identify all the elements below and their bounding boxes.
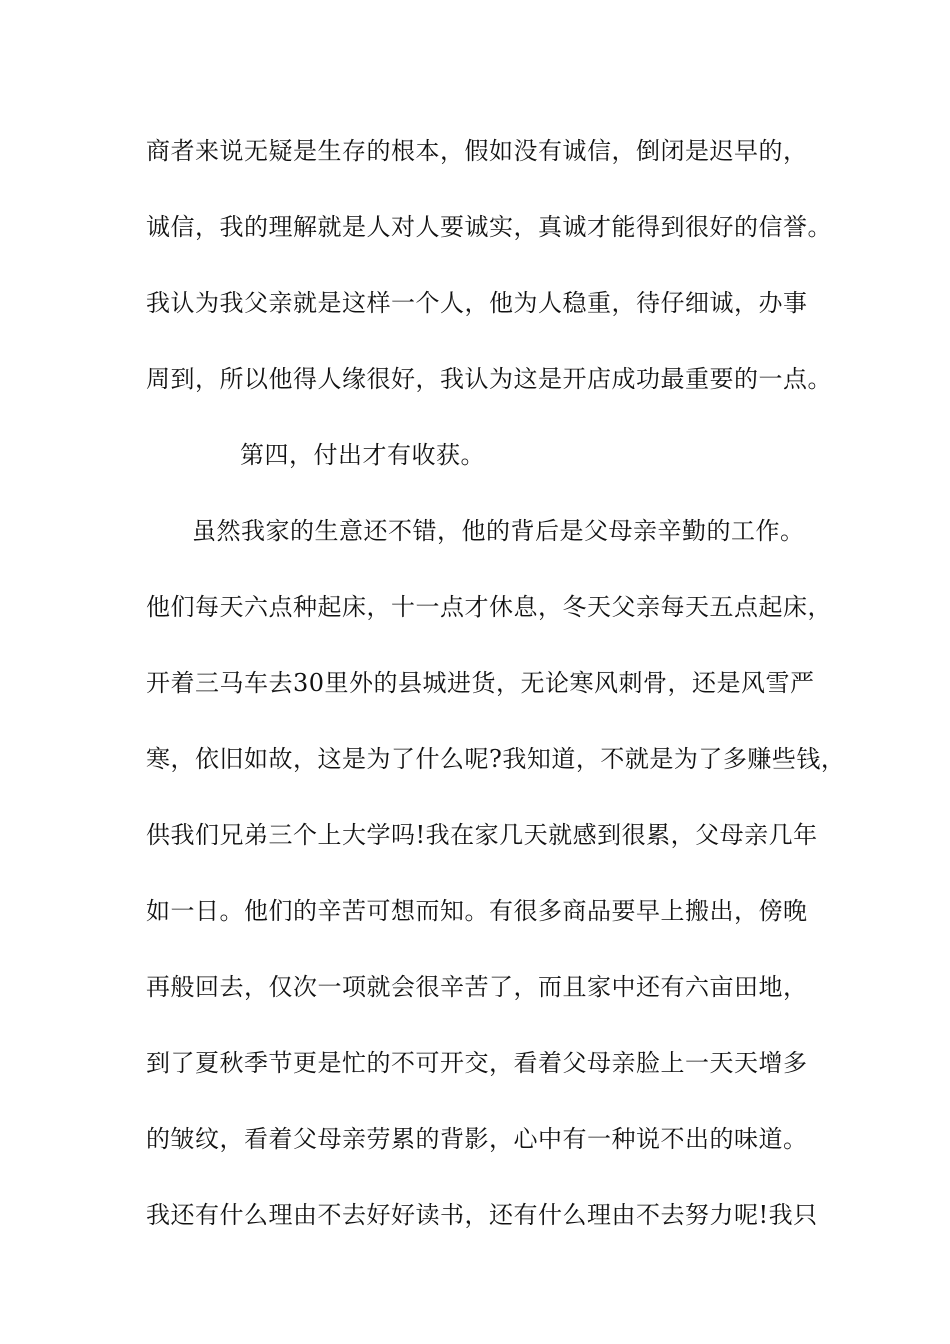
text-line: 我认为我父亲就是这样一个人，他为人稳重，待仔细诚，办事 xyxy=(146,289,808,317)
text-line: 开着三马车去30里外的县城进货，无论寒风刺骨，还是风雪严 xyxy=(146,669,815,697)
text-line: 的皱纹，看着父母亲劳累的背影，心中有一种说不出的味道。 xyxy=(146,1125,808,1153)
paragraph-first-line: 虽然我家的生意还不错，他的背后是父母亲辛勤的工作。 xyxy=(192,517,805,545)
text-line: 他们每天六点种起床，十一点才休息，冬天父亲每天五点起床， xyxy=(146,593,832,621)
text-line: 再般回去，仅次一项就会很辛苦了，而且家中还有六亩田地， xyxy=(146,973,808,1001)
text-line: 供我们兄弟三个上大学吗!我在家几天就感到很累，父母亲几年 xyxy=(146,821,818,849)
section-heading: 第四，付出才有收获。 xyxy=(240,441,485,469)
text-line: 如一日。他们的辛苦可想而知。有很多商品要早上搬出，傍晚 xyxy=(146,897,808,925)
text-line: 商者来说无疑是生存的根本，假如没有诚信，倒闭是迟早的， xyxy=(146,137,808,165)
text-line: 寒，依旧如故，这是为了什么呢?我知道，不就是为了多赚些钱， xyxy=(146,745,846,773)
text-line: 我还有什么理由不去好好读书，还有什么理由不去努力呢!我只 xyxy=(146,1201,818,1229)
text-line: 诚信，我的理解就是人对人要诚实，真诚才能得到很好的信誉。 xyxy=(146,213,832,241)
text-line: 周到，所以他得人缘很好，我认为这是开店成功最重要的一点。 xyxy=(146,365,832,393)
text-line: 到了夏秋季节更是忙的不可开交，看着父母亲脸上一天天增多 xyxy=(146,1049,808,1077)
